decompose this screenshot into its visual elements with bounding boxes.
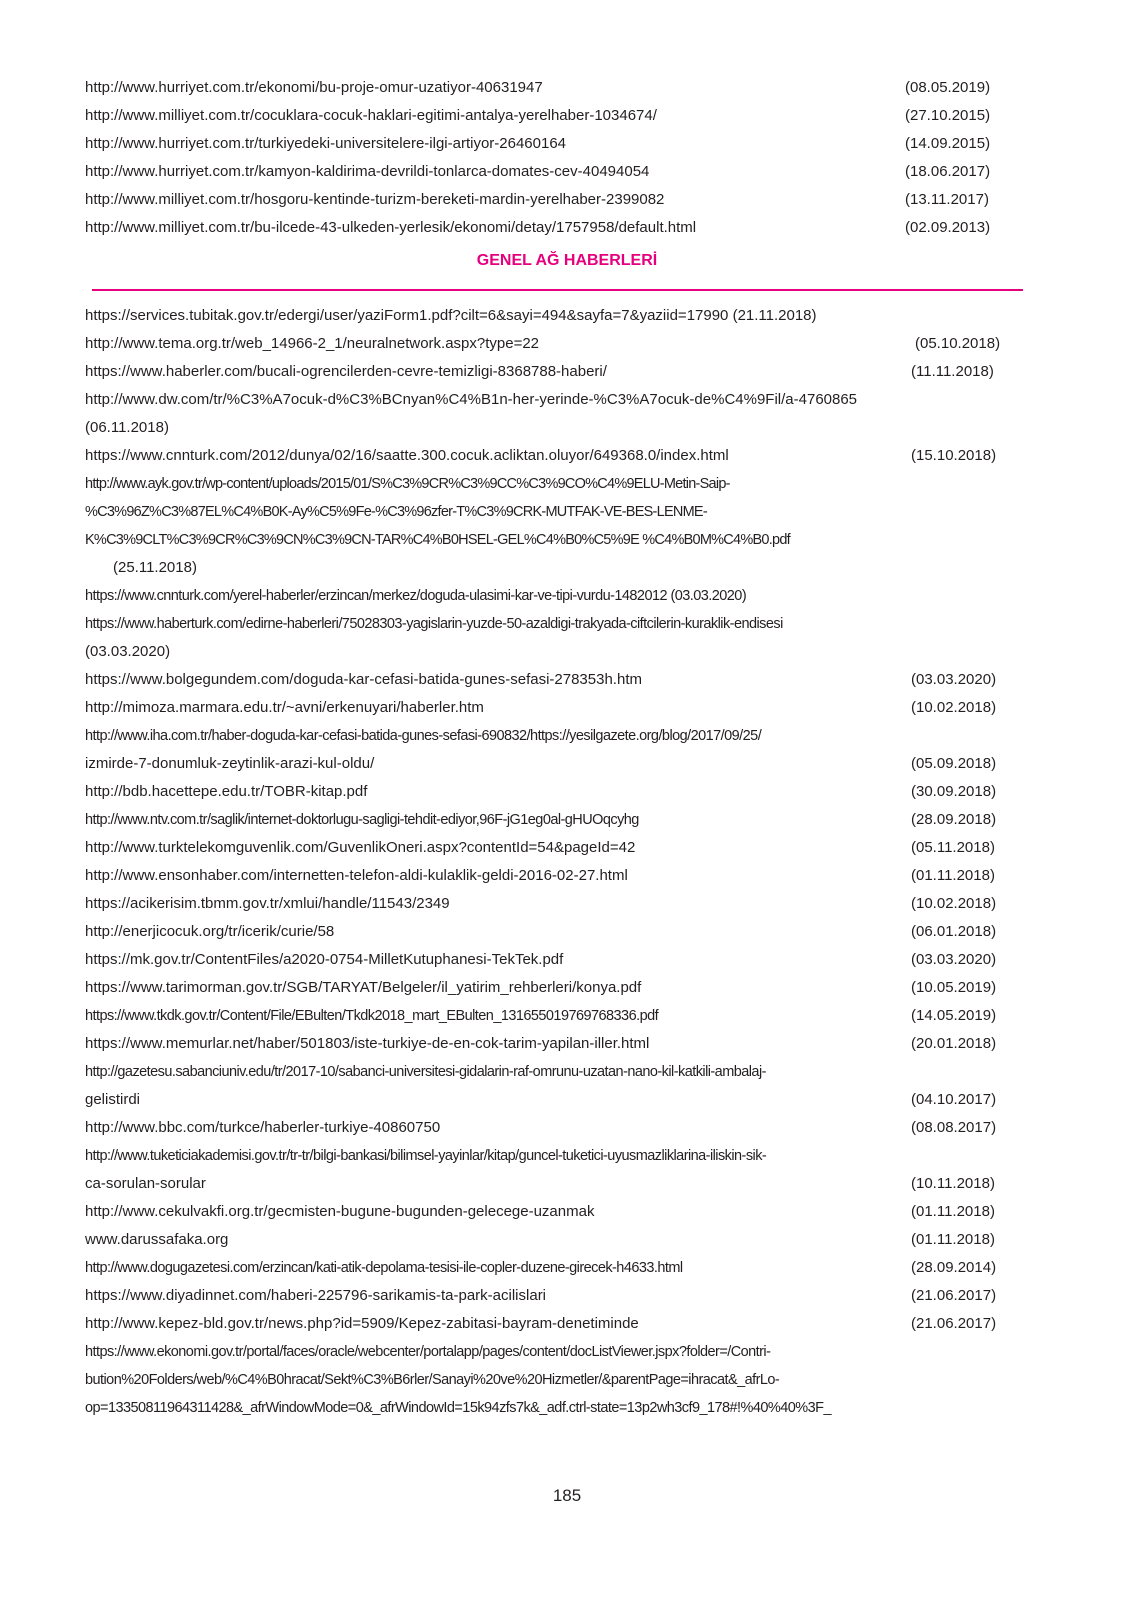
reference-line (85, 890, 1020, 918)
reference-line (85, 1198, 1020, 1226)
reference-url[interactable]: http://www.hurriyet.com.tr/turkiyedeki-universitelere-ilgi-artiyor-26460164 (85, 135, 567, 152)
reference-line (85, 1170, 1020, 1198)
reference-url[interactable]: http://mimoza.marmara.edu.tr/~avni/erkenuyari/haberler.htm (85, 699, 484, 716)
reference-url[interactable]: http://enerjicocuk.org/tr/icerik/curie/58 (85, 923, 335, 940)
reference-line (85, 498, 1020, 526)
reference-line (85, 1226, 1020, 1254)
reference-url[interactable]: https://www.tkdk.gov.tr/Content/File/EBulten/Tkdk2018_mart_EBulten_131655019769768336.pdf (85, 1008, 659, 1024)
reference-line (85, 1366, 1020, 1394)
reference-entry (85, 102, 1020, 130)
reference-line (85, 1030, 1020, 1058)
reference-line (85, 414, 1020, 442)
reference-url[interactable]: https://www.tarimorman.gov.tr/SGB/TARYAT/Belgeler/il_yatirim_rehberleri/konya.pdf (85, 979, 642, 996)
reference-line (85, 750, 1020, 778)
reference-date: (06.11.2018) (85, 419, 169, 436)
reference-url[interactable]: K%C3%9CLT%C3%9CR%C3%9CN%C3%9CN-TAR%C4%B0HSEL-GEL%C4%B0%C5%9E %C4%B0M%C4%B0.pdf (85, 532, 790, 548)
reference-date: (20.01.2018) (911, 1035, 997, 1052)
reference-date: (03.03.2020) (911, 671, 997, 688)
reference-date: (25.11.2018) (113, 559, 197, 576)
reference-line (85, 302, 1020, 330)
reference-entry (85, 214, 1020, 242)
reference-date: (01.11.2018) (911, 1203, 995, 1220)
reference-url[interactable]: http://www.turktelekomguvenlik.com/GuvenlikOneri.aspx?contentId=54&pageId=42 (85, 839, 636, 856)
reference-date: (30.09.2018) (911, 783, 997, 800)
reference-date: (27.10.2015) (905, 107, 991, 124)
reference-line (85, 526, 1020, 554)
reference-url[interactable]: https://www.cnnturk.com/yerel-haberler/erzincan/merkez/doguda-ulasimi-kar-ve-tipi-vurdu-1482012 (03.03.2020) (85, 588, 747, 604)
reference-entry (85, 130, 1020, 158)
reference-url[interactable]: %C3%96Z%C3%87EL%C4%B0K-Ay%C5%9Fe-%C3%96zfer-T%C3%9CRK-MUTFAK-VE-BES-LENME- (85, 504, 707, 520)
reference-line (85, 610, 1020, 638)
reference-date: (02.09.2013) (905, 219, 991, 236)
reference-line (85, 694, 1020, 722)
reference-url[interactable]: https://acikerisim.tbmm.gov.tr/xmlui/handle/11543/2349 (85, 895, 450, 912)
reference-date: (04.10.2017) (911, 1091, 997, 1108)
reference-url[interactable]: http://www.milliyet.com.tr/cocuklara-cocuk-haklari-egitimi-antalya-yerelhaber-1034674/ (85, 107, 657, 124)
reference-date: (08.08.2017) (911, 1119, 997, 1136)
reference-line (85, 834, 1020, 862)
reference-url[interactable]: http://www.milliyet.com.tr/hosgoru-kentinde-turizm-bereketi-mardin-yerelhaber-2399082 (85, 191, 665, 208)
reference-url[interactable]: bution%20Folders/web/%C4%B0hracat/Sekt%C3%B6rler/Sanayi%20ve%20Hizmetler/&parentPage=ihracat&_afrLo- (85, 1372, 780, 1388)
reference-url[interactable]: http://www.tuketiciakademisi.gov.tr/tr-tr/bilgi-bankasi/bilimsel-yayinlar/kitap/guncel-tuketici-uyusmazliklarina-iliskin-sik- (85, 1148, 767, 1164)
reference-line (85, 806, 1020, 834)
reference-date: (10.02.2018) (911, 699, 997, 716)
reference-url[interactable]: http://gazetesu.sabanciuniv.edu/tr/2017-10/sabanci-universitesi-gidalarin-raf-omrunu-uzatan-nano-kil-katkili-ambalaj- (85, 1064, 766, 1080)
reference-line (85, 554, 1020, 582)
reference-line (85, 1114, 1020, 1142)
reference-url[interactable]: izmirde-7-donumluk-zeytinlik-arazi-kul-oldu/ (85, 755, 375, 772)
reference-date: (14.05.2019) (911, 1007, 997, 1024)
reference-url[interactable]: gelistirdi (85, 1091, 141, 1108)
reference-url[interactable]: https://www.ekonomi.gov.tr/portal/faces/oracle/webcenter/portalapp/pages/content/docListViewer.jspx?folder=/Contri- (85, 1344, 771, 1360)
reference-url[interactable]: http://www.bbc.com/turkce/haberler-turkiye-40860750 (85, 1119, 441, 1136)
reference-entry (85, 158, 1020, 186)
reference-line (85, 1142, 1020, 1170)
reference-url[interactable]: https://www.bolgegundem.com/doguda-kar-cefasi-batida-gunes-sefasi-278353h.htm (85, 671, 642, 688)
reference-url[interactable]: http://www.ensonhaber.com/internetten-telefon-aldi-kulaklik-geldi-2016-02-27.html (85, 867, 628, 884)
reference-date: (28.09.2014) (911, 1259, 997, 1276)
reference-line (85, 1338, 1020, 1366)
reference-date: (15.10.2018) (911, 447, 997, 464)
reference-date: (11.11.2018) (911, 363, 994, 380)
reference-line (85, 1282, 1020, 1310)
reference-date: (01.11.2018) (911, 867, 995, 884)
reference-url[interactable]: www.darussafaka.org (85, 1231, 229, 1248)
reference-date: (05.09.2018) (911, 755, 997, 772)
reference-date: (10.05.2019) (911, 979, 997, 996)
reference-date: (05.10.2018) (915, 335, 1001, 352)
reference-url[interactable]: http://www.cekulvakfi.org.tr/gecmisten-bugune-bugunden-gelecege-uzanmak (85, 1203, 595, 1220)
reference-url[interactable]: http://www.milliyet.com.tr/bu-ilcede-43-ulkeden-yerlesik/ekonomi/detay/1757958/default.html (85, 219, 697, 236)
reference-date: (01.11.2018) (911, 1231, 995, 1248)
reference-date: (06.01.2018) (911, 923, 997, 940)
reference-line (85, 1058, 1020, 1086)
reference-url[interactable]: https://mk.gov.tr/ContentFiles/a2020-0754-MilletKutuphanesi-TekTek.pdf (85, 951, 564, 968)
reference-line (85, 442, 1020, 470)
reference-line (85, 1002, 1020, 1030)
reference-url[interactable]: https://www.cnnturk.com/2012/dunya/02/16/saatte.300.cocuk.acliktan.oluyor/649368.0/index.html (85, 447, 729, 464)
reference-url[interactable]: http://www.kepez-bld.gov.tr/news.php?id=5909/Kepez-zabitasi-bayram-denetiminde (85, 1315, 639, 1332)
reference-date: (21.06.2017) (911, 1287, 997, 1304)
reference-url[interactable]: http://www.dogugazetesi.com/erzincan/kati-atik-depolama-tesisi-ile-copler-duzene-girecek-h4633.html (85, 1260, 683, 1276)
reference-line (85, 862, 1020, 890)
reference-line (85, 638, 1020, 666)
reference-date: (28.09.2018) (911, 811, 997, 828)
reference-line (85, 1310, 1020, 1338)
reference-line (85, 386, 1020, 414)
reference-line (85, 470, 1020, 498)
reference-line (85, 666, 1020, 694)
reference-url[interactable]: http://www.dw.com/tr/%C3%A7ocuk-d%C3%BCnyan%C4%B1n-her-yerinde-%C3%A7ocuk-de%C4%9Fil/a-4760865 (85, 391, 858, 408)
reference-date: (03.03.2020) (85, 643, 171, 660)
reference-date: (10.11.2018) (911, 1175, 995, 1192)
reference-date: (18.06.2017) (905, 163, 991, 180)
reference-line (85, 582, 1020, 610)
reference-url[interactable]: http://bdb.hacettepe.edu.tr/TOBR-kitap.pdf (85, 783, 368, 800)
reference-line (85, 974, 1020, 1002)
reference-date: (05.11.2018) (911, 839, 995, 856)
reference-url[interactable]: https://services.tubitak.gov.tr/edergi/user/yaziForm1.pdf?cilt=6&sayi=494&sayfa=7&yaziid=17990 (21.11.2018) (85, 307, 817, 324)
reference-date: (03.03.2020) (911, 951, 997, 968)
reference-entry (85, 186, 1020, 214)
section-divider (92, 289, 1023, 291)
reference-url[interactable]: http://www.tema.org.tr/web_14966-2_1/neuralnetwork.aspx?type=22 (85, 335, 540, 352)
reference-date: (10.02.2018) (911, 895, 997, 912)
reference-line (85, 1394, 1020, 1422)
reference-url[interactable]: https://www.haberler.com/bucali-ogrencilerden-cevre-temizligi-8368788-haberi/ (85, 363, 607, 380)
reference-url[interactable]: http://www.ayk.gov.tr/wp-content/uploads/2015/01/S%C3%9CR%C3%9CC%C3%9CO%C4%9ELU-Metin-Saip- (85, 476, 730, 492)
reference-url[interactable]: https://www.diyadinnet.com/haberi-225796-sarikamis-ta-park-acilislari (85, 1287, 547, 1304)
page-number: 185 (552, 1486, 582, 1505)
reference-url[interactable]: op=13350811964311428&_afrWindowMode=0&_afrWindowId=15k94zfs7k&_adf.ctrl-state=13p2wh3cf9_178#!%40%40%3F_ (85, 1400, 831, 1416)
reference-line (85, 358, 1020, 386)
section-title: GENEL AĞ HABERLERİ (476, 252, 658, 269)
reference-date: (21.06.2017) (911, 1315, 997, 1332)
reference-date: (13.11.2017) (905, 191, 989, 208)
reference-line (85, 918, 1020, 946)
reference-url[interactable]: http://www.hurriyet.com.tr/ekonomi/bu-proje-omur-uzatiyor-40631947 (85, 79, 543, 96)
reference-line (85, 946, 1020, 974)
reference-line (85, 722, 1020, 750)
reference-url[interactable]: http://www.hurriyet.com.tr/kamyon-kaldirima-devrildi-tonlarca-domates-cev-40494054 (85, 163, 650, 180)
reference-url[interactable]: ca-sorulan-sorular (85, 1175, 206, 1192)
reference-url[interactable]: http://www.ntv.com.tr/saglik/internet-doktorlugu-sagligi-tehdit-ediyor,96F-jG1eg0al-gHUOqcyhg (85, 812, 639, 828)
reference-line (85, 1254, 1020, 1282)
reference-url[interactable]: https://www.haberturk.com/edirne-haberleri/75028303-yagislarin-yuzde-50-azaldigi-trakyada-ciftcilerin-kuraklik-endisesi (85, 616, 783, 632)
reference-url[interactable]: https://www.memurlar.net/haber/501803/iste-turkiye-de-en-cok-tarim-yapilan-iller.html (85, 1035, 650, 1052)
reference-url[interactable]: http://www.iha.com.tr/haber-doguda-kar-cefasi-batida-gunes-sefasi-690832/https://yesilgazete.org/blog/2017/09/25/ (85, 728, 762, 744)
reference-line (85, 778, 1020, 806)
reference-line (85, 330, 1020, 358)
reference-date: (14.09.2015) (905, 135, 991, 152)
reference-date: (08.05.2019) (905, 79, 991, 96)
reference-entry (85, 74, 1020, 102)
reference-line (85, 1086, 1020, 1114)
